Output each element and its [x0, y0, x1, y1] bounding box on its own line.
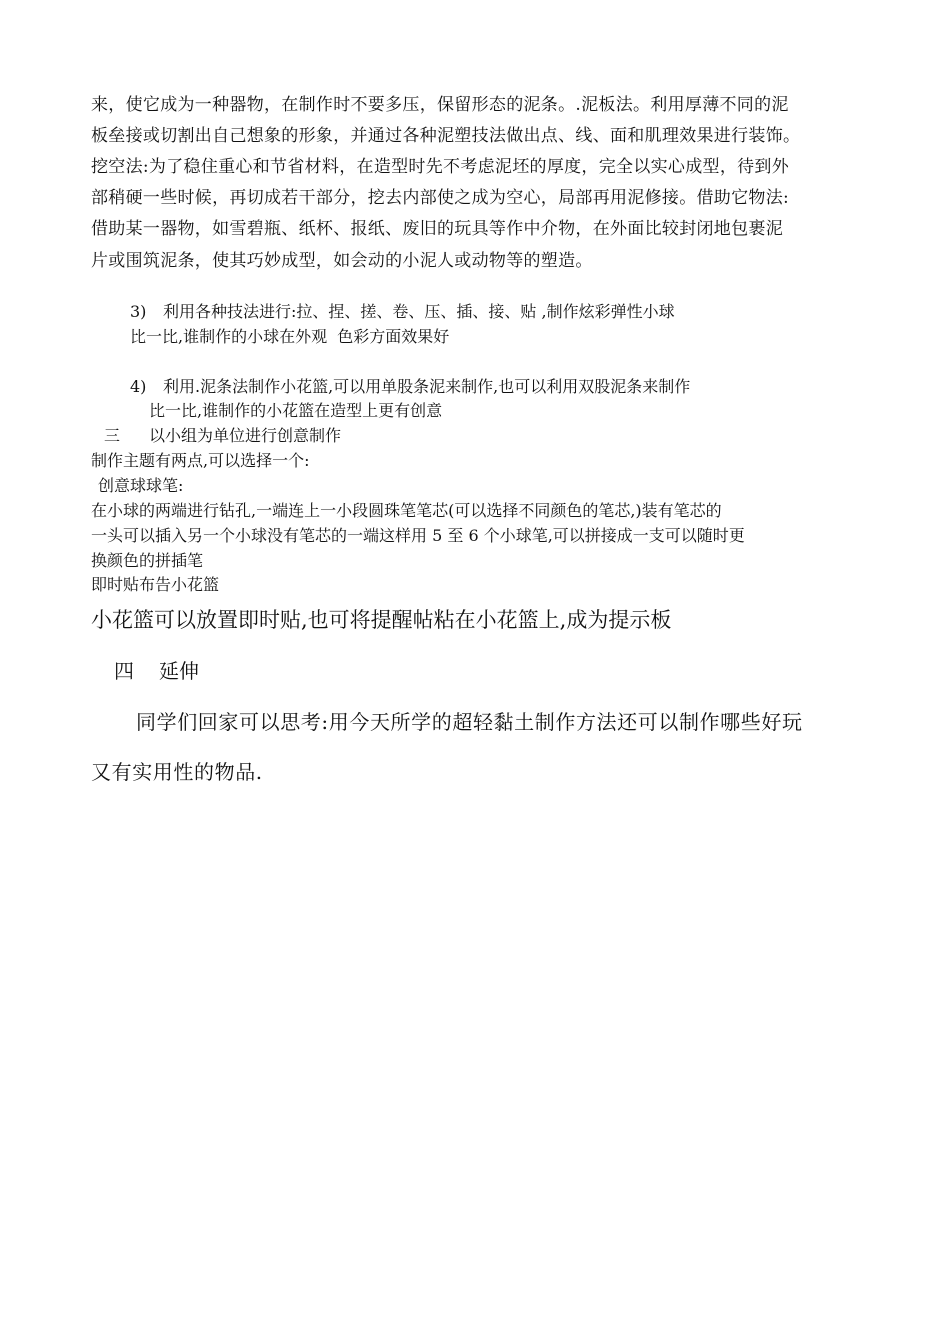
section-4-number: 四 — [114, 659, 134, 683]
step-3-text: 利用各种技法进行:拉、捏、搓、卷、压、插、接、贴 ,制作炫彩弹性小球 — [163, 302, 675, 321]
theme-1-line: 在小球的两端进行钻孔,一端连上一小段圆珠笔笔芯(可以选择不同颜色的笔芯,)装有笔芯的 — [91, 501, 722, 520]
intro-line: 片或围筑泥条，使其巧妙成型，如会动的小泥人或动物等的塑造。 — [91, 251, 593, 271]
section-3-number: 三 — [104, 426, 121, 445]
closing-line: 同学们回家可以思考:用今天所学的超轻黏土制作方法还可以制作哪些好玩 — [136, 710, 803, 734]
intro-line: 借助某一器物，如雪碧瓶、纸杯、报纸、废旧的玩具等作中介物，在外面比较封闭地包裹泥 — [91, 219, 783, 239]
intro-line: 挖空法:为了稳住重心和节省材料，在造型时先不考虑泥坯的厚度，完全以实心成型，待到外 — [91, 157, 790, 177]
section-3-title: 以小组为单位进行创意制作 — [149, 426, 342, 445]
step-3-number: 3) — [130, 302, 147, 321]
step-4-number: 4) — [130, 377, 147, 396]
theme-2-title: 即时贴布告小花篮 — [91, 575, 220, 594]
theme-1-line: 一头可以插入另一个小球没有笔芯的一端这样用 5 至 6 个小球笔,可以拼接成一支可以随时更 — [91, 526, 745, 545]
step-4-compare: 比一比,谁制作的小花篮在造型上更有创意 — [149, 401, 443, 420]
closing-line: 又有实用性的物品. — [91, 760, 263, 784]
step-4-text: 利用.泥条法制作小花篮,可以用单股条泥来制作,也可以利用双股泥条来制作 — [163, 377, 691, 396]
theme-1-title: 创意球球笔: — [98, 476, 184, 495]
step-3-compare: 比一比,谁制作的小球在外观 色彩方面效果好 — [130, 327, 450, 346]
theme-1-line: 换颜色的拼插笔 — [91, 551, 204, 570]
theme-2-desc: 小花篮可以放置即时贴,也可将提醒帖粘在小花篮上,成为提示板 — [91, 608, 672, 632]
intro-line: 部稍硬一些时候，再切成若干部分，挖去内部使之成为空心，局部再用泥修接。借助它物法: — [91, 188, 790, 208]
intro-line: 板垒接或切割出自己想象的形象，并通过各种泥塑技法做出点、线、面和肌理效果进行装饰。 — [91, 126, 801, 146]
themes-intro: 制作主题有两点,可以选择一个: — [91, 451, 310, 470]
section-4-title: 延伸 — [159, 659, 199, 683]
intro-line: 来，使它成为一种器物，在制作时不要多压，保留形态的泥条。.泥板法。利用厚薄不同的泥 — [91, 95, 789, 115]
